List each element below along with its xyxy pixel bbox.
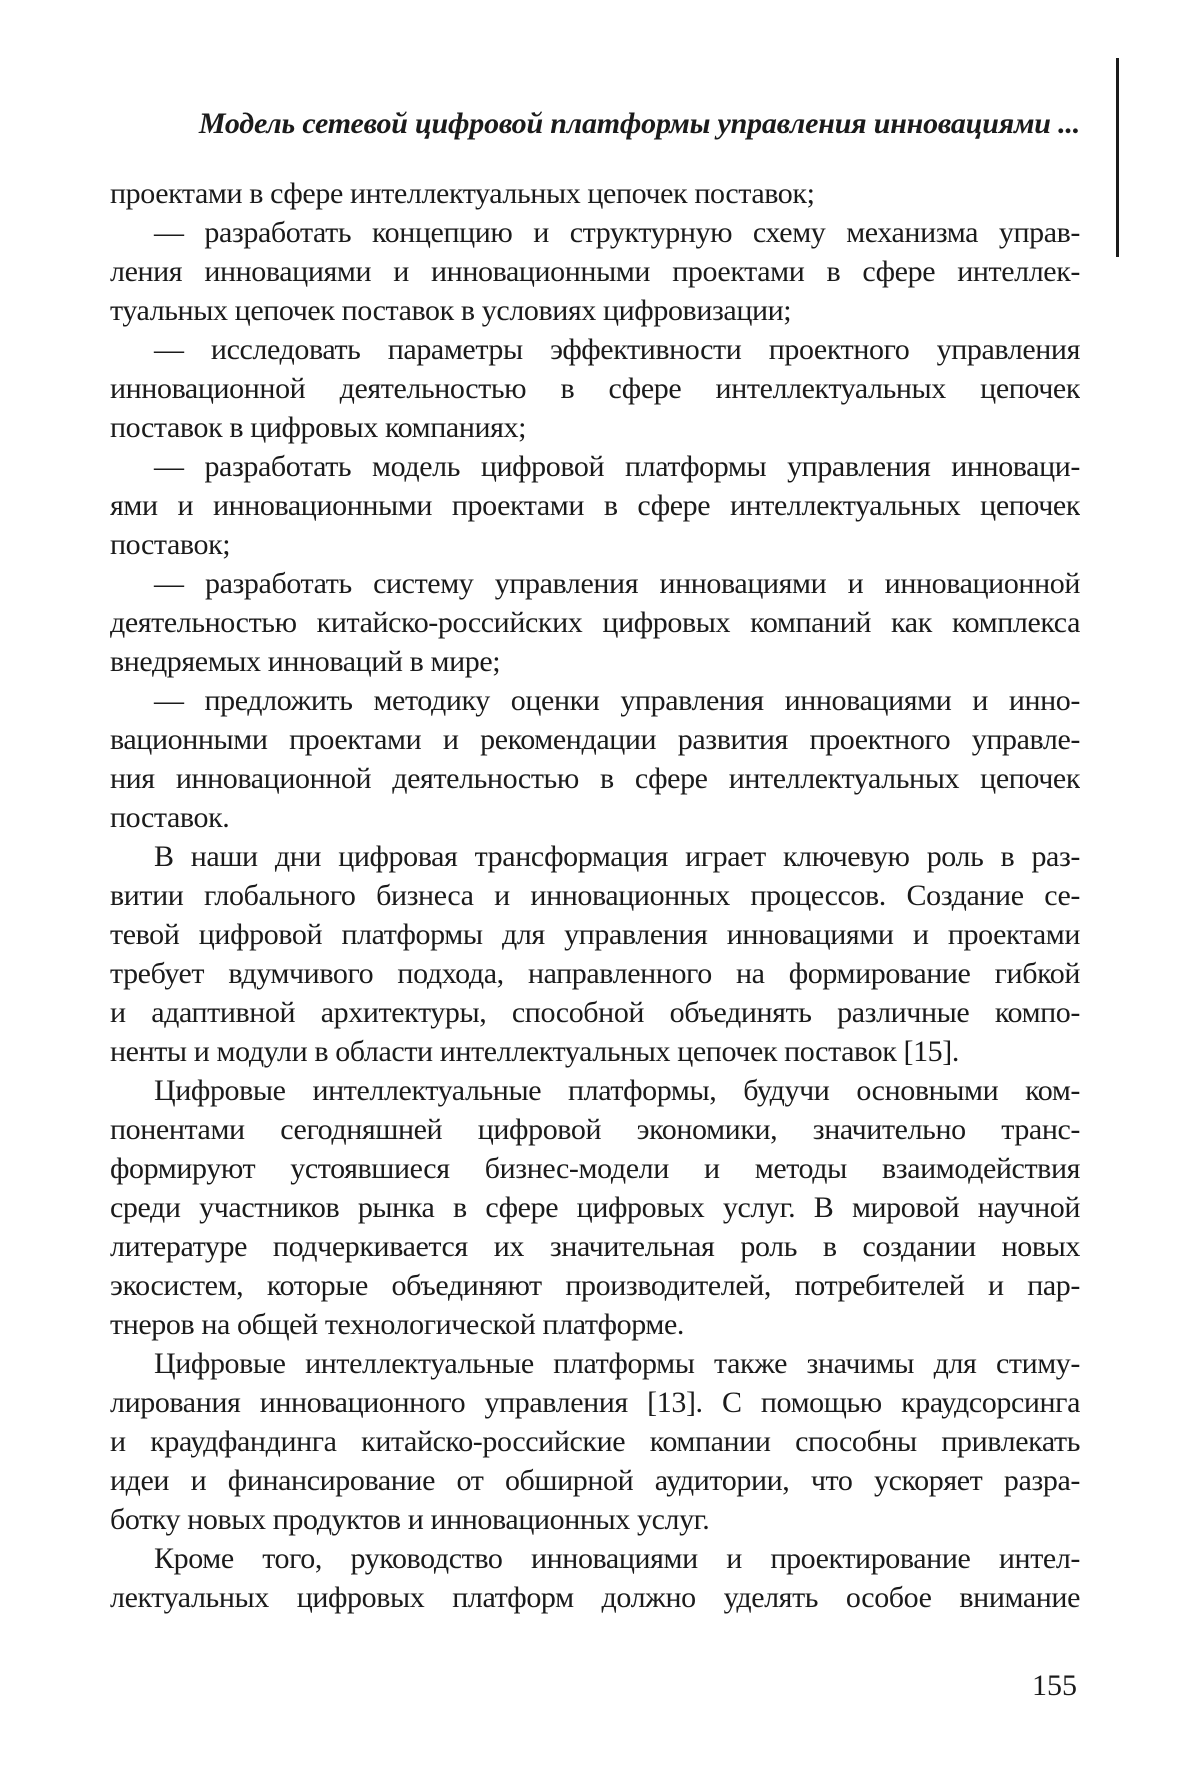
text-line: Цифровые интеллектуальные платформы, будучи основными ком- bbox=[154, 1074, 1080, 1107]
text-line: витии глобального бизнеса и инновационных процессов. Создание се- bbox=[110, 879, 1080, 912]
text-line: идеи и финансирование от обширной аудитории, что ускоряет разра- bbox=[110, 1464, 1080, 1497]
text-line: литературе подчеркивается их значительная роль в создании новых bbox=[110, 1230, 1080, 1263]
text-line: тнеров на общей технологической платформе. bbox=[110, 1308, 685, 1341]
text-line: — разработать модель цифровой платформы управления инноваци- bbox=[154, 450, 1080, 483]
text-line: понентами сегодняшней цифровой экономики, значительно транс- bbox=[110, 1113, 1080, 1146]
text-line: туальных цепочек поставок в условиях цифровизации; bbox=[110, 294, 792, 327]
text-line: экосистем, которые объединяют производителей, потребителей и пар- bbox=[110, 1269, 1080, 1302]
text-line: инновационной деятельностью в сфере интеллектуальных цепочек bbox=[110, 372, 1080, 405]
page-number: 155 bbox=[1032, 1669, 1077, 1702]
text-line: — предложить методику оценки управления инновациями и инно- bbox=[154, 684, 1080, 717]
text-line: внедряемых инноваций в мире; bbox=[110, 645, 501, 678]
text-line: — разработать концепцию и структурную схему механизма управ- bbox=[154, 216, 1080, 249]
text-line: и адаптивной архитектуры, способной объединять различные компо- bbox=[110, 996, 1080, 1029]
text-line: Цифровые интеллектуальные платформы также значимы для стиму- bbox=[154, 1347, 1080, 1380]
text-line: вационными проектами и рекомендации развития проектного управле- bbox=[110, 723, 1080, 756]
text-line: поставок в цифровых компаниях; bbox=[110, 411, 527, 444]
text-line: ния инновационной деятельностью в сфере интеллектуальных цепочек bbox=[110, 762, 1080, 795]
running-head-title: Модель сетевой цифровой платформы управления инновациями ... bbox=[198, 107, 1080, 140]
text-line: лектуальных цифровых платформ должно уделять особое внимание bbox=[110, 1581, 1080, 1614]
text-line: проектами в сфере интеллектуальных цепочек поставок; bbox=[110, 177, 815, 210]
text-line: поставок; bbox=[110, 528, 231, 561]
text-line: ями и инновационными проектами в сфере интеллектуальных цепочек bbox=[110, 489, 1080, 522]
text-line: среди участников рынка в сфере цифровых услуг. В мировой научной bbox=[110, 1191, 1080, 1224]
text-line: ботку новых продуктов и инновационных услуг. bbox=[110, 1503, 710, 1536]
text-line: тевой цифровой платформы для управления инновациями и проектами bbox=[110, 918, 1080, 951]
body-text bbox=[110, 174, 1080, 1617]
text-line: Кроме того, руководство инновациями и проектирование интел- bbox=[154, 1542, 1080, 1575]
text-line: лирования инновационного управления [13]. С помощью краудсорсинга bbox=[110, 1386, 1080, 1419]
text-line: поставок. bbox=[110, 801, 230, 834]
text-line: формируют устоявшиеся бизнес-модели и методы взаимодействия bbox=[110, 1152, 1080, 1185]
text-line: деятельностью китайско-российских цифровых компаний как комплекса bbox=[110, 606, 1080, 639]
margin-rule bbox=[1116, 58, 1119, 257]
text-line: требует вдумчивого подхода, направленного на формирование гибкой bbox=[110, 957, 1080, 990]
text-line: В наши дни цифровая трансформация играет ключевую роль в раз- bbox=[154, 840, 1080, 873]
text-line: ненты и модули в области интеллектуальных цепочек поставок [15]. bbox=[110, 1035, 959, 1068]
text-line: — исследовать параметры эффективности проектного управления bbox=[154, 333, 1080, 366]
text-line: — разработать систему управления инновациями и инновационной bbox=[154, 567, 1080, 600]
text-line: и краудфандинга китайско-российские компании способны привлекать bbox=[110, 1425, 1080, 1458]
text-line: ления инновациями и инновационными проектами в сфере интеллек- bbox=[110, 255, 1080, 288]
